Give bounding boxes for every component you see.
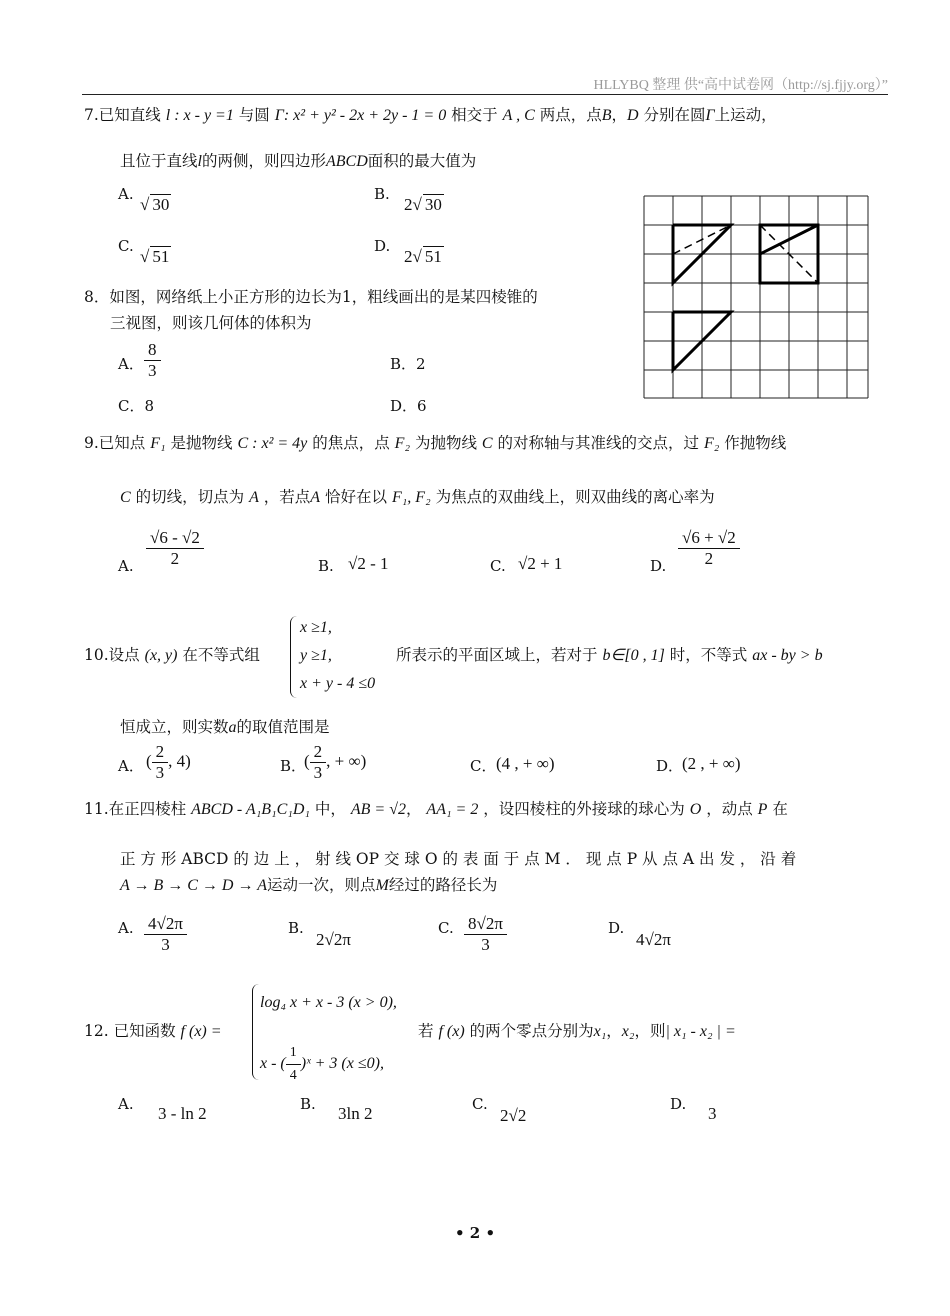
q9-stem-line2: C 的切线，切点为 A ，若点A 恰好在以 F₁, F₂ 为焦点的双曲线上，则双曲线的离心率为 bbox=[120, 488, 715, 506]
q7-option-a-label: A. bbox=[118, 185, 134, 203]
q11-stem: 11.在正四棱柱 ABCD - A₁B₁C₁D₁ 中， AB = √2， AA₁ = 2 ，设四棱柱的外接球的球心为 O ，动点 P 在 bbox=[84, 800, 788, 818]
q7-option-d-label: D. bbox=[374, 237, 391, 255]
q10-option-a-label: A． bbox=[118, 757, 144, 775]
q11-option-c-label: C. bbox=[438, 919, 454, 937]
q7-line-eq: l : x - y =1 bbox=[165, 107, 234, 124]
q9-stem: 9.已知点 F₁ 是抛物线 C : x² = 4y 的焦点，点 F₂ 为抛物线 C 的对称轴与其准线的交点，过 F₂ 作抛物线 bbox=[84, 434, 787, 452]
q10-system-brace bbox=[290, 616, 297, 698]
header-rule bbox=[82, 94, 888, 95]
q9-option-b: √2 - 1 bbox=[348, 554, 389, 573]
q8-stem-line2: 三视图，则该几何体的体积为 bbox=[110, 314, 312, 332]
q11-stem-line2: 正 方 形 ABCD 的 边 上 ， 射 线 OP 交 球 O 的 表 面 于 点 M ． 现 点 P 从 点 A 出 发 ， 沿 着 bbox=[120, 850, 797, 868]
q9-option-a-label: A. bbox=[118, 557, 134, 575]
q7-circle-eq: Γ: x² + y² - 2x + 2y - 1 = 0 bbox=[274, 107, 447, 124]
q10-option-d-label: D． bbox=[656, 757, 684, 775]
q12-option-c: 2√2 bbox=[500, 1106, 527, 1125]
q7-stem-line2: 且位于直线l的两侧，则四边形ABCD面积的最大值为 bbox=[120, 152, 477, 170]
q12-option-d-label: D. bbox=[670, 1095, 687, 1113]
q7-option-a: √ 30 bbox=[140, 195, 170, 214]
q11-option-a-label: A. bbox=[118, 919, 134, 937]
q9-option-b-label: B. bbox=[318, 557, 334, 575]
q12-option-b-label: B. bbox=[300, 1095, 316, 1113]
q11-option-b-label: B. bbox=[288, 919, 304, 937]
q11-option-c: $\frac{8√2\pi}{3}$ bbox=[464, 914, 507, 955]
q10-stem-cont: 所表示的平面区域上，若对于 b∈[0 , 1] 时，不等式 ax - by > b bbox=[396, 646, 823, 664]
q11-option-a: $\frac{4√2\pi}{3}$ bbox=[144, 914, 187, 955]
q11-stem-line3: A → B → C → D → A运动一次，则点M经过的路径长为 bbox=[120, 876, 498, 894]
q12-piecewise-case1: log₄ x + x - 3 (x > 0), bbox=[260, 994, 397, 1011]
q7-option-b-label: B. bbox=[374, 185, 390, 203]
q9-option-c: √2 + 1 bbox=[518, 554, 563, 573]
q8-option-a-label: A． bbox=[118, 355, 144, 373]
q10-stem: 10.设点 (x, y) 在不等式组 bbox=[84, 646, 260, 664]
q12-option-b: 3ln 2 bbox=[338, 1104, 373, 1123]
q10-option-a: ( $\frac{2}{3}$ , 4) bbox=[146, 742, 191, 782]
q9-parabola-eq: C : x² = 4y bbox=[237, 435, 308, 452]
q10-inequality-system: x ≥1, y ≥1, x + y - 4 ≤0 bbox=[300, 619, 376, 692]
q10-option-c: (4 , + ∞) bbox=[496, 754, 555, 773]
q7-option-b: 2√ 30 bbox=[404, 195, 442, 214]
q7-option-c: √ 51 bbox=[140, 247, 170, 266]
q9-option-c-label: C. bbox=[490, 557, 506, 575]
q7-option-d: 2√ 51 bbox=[404, 247, 442, 266]
q7-option-c-label: C. bbox=[118, 237, 134, 255]
q11-option-d: 4√2π bbox=[636, 930, 671, 949]
q8-option-b: B．2 bbox=[390, 355, 426, 373]
q8-option-c: C．8 bbox=[118, 397, 155, 415]
q12-option-d: 3 bbox=[708, 1104, 717, 1123]
q12-option-a-label: A. bbox=[118, 1095, 134, 1113]
page-number: • 2 • bbox=[454, 1224, 496, 1242]
three-view-figure bbox=[640, 194, 872, 400]
q11-option-b: 2√2π bbox=[316, 930, 351, 949]
q11-option-d-label: D. bbox=[608, 919, 625, 937]
q12-stem-cont: 若 f (x) 的两个零点分别为x₁，x₂，则| x₁ - x₂ | = bbox=[418, 1022, 736, 1040]
q10-option-b-label: B． bbox=[280, 757, 307, 775]
q7-number: 7. bbox=[84, 106, 99, 124]
q9-option-d-label: D. bbox=[650, 557, 667, 575]
page-header: HLLYBQ 整理 供“高中试卷网（http://sj.fjjy.org）” bbox=[593, 78, 888, 93]
q10-option-c-label: C． bbox=[470, 757, 497, 775]
q9-option-a: $\frac{√6 - √2}{2}$ bbox=[146, 528, 204, 569]
q12-stem: 12. 已知函数 f (x) = bbox=[84, 1022, 222, 1040]
q10-option-b: ( $\frac{2}{3}$ , + ∞) bbox=[304, 742, 367, 782]
q10-option-d: (2 , + ∞) bbox=[682, 754, 741, 773]
q12-option-a: 3 - ln 2 bbox=[158, 1104, 207, 1123]
q12-piecewise-case2: x - ( $\frac{1}{4}$ )ˣ + 3 (x ≤0), bbox=[260, 1042, 384, 1087]
q8-option-a: $\frac{8}{3}$ bbox=[144, 340, 161, 381]
q12-option-c-label: C. bbox=[472, 1095, 488, 1113]
q8-option-d: D．6 bbox=[390, 397, 427, 415]
q10-stem-line2: 恒成立，则实数a的取值范围是 bbox=[120, 718, 330, 736]
q7-stem: 7.已知直线 l : x - y =1 与圆 Γ: x² + y² - 2x + 2y - 1 = 0 相交于 A , C 两点，点B，D 分别在圆Γ上运动， bbox=[84, 106, 777, 124]
q12-piecewise-brace bbox=[252, 984, 259, 1080]
q9-option-d: $\frac{√6 + √2}{2}$ bbox=[678, 528, 740, 569]
q8-stem: 8．如图，网络纸上小正方形的边长为1，粗线画出的是某四棱锥的 bbox=[84, 288, 538, 306]
